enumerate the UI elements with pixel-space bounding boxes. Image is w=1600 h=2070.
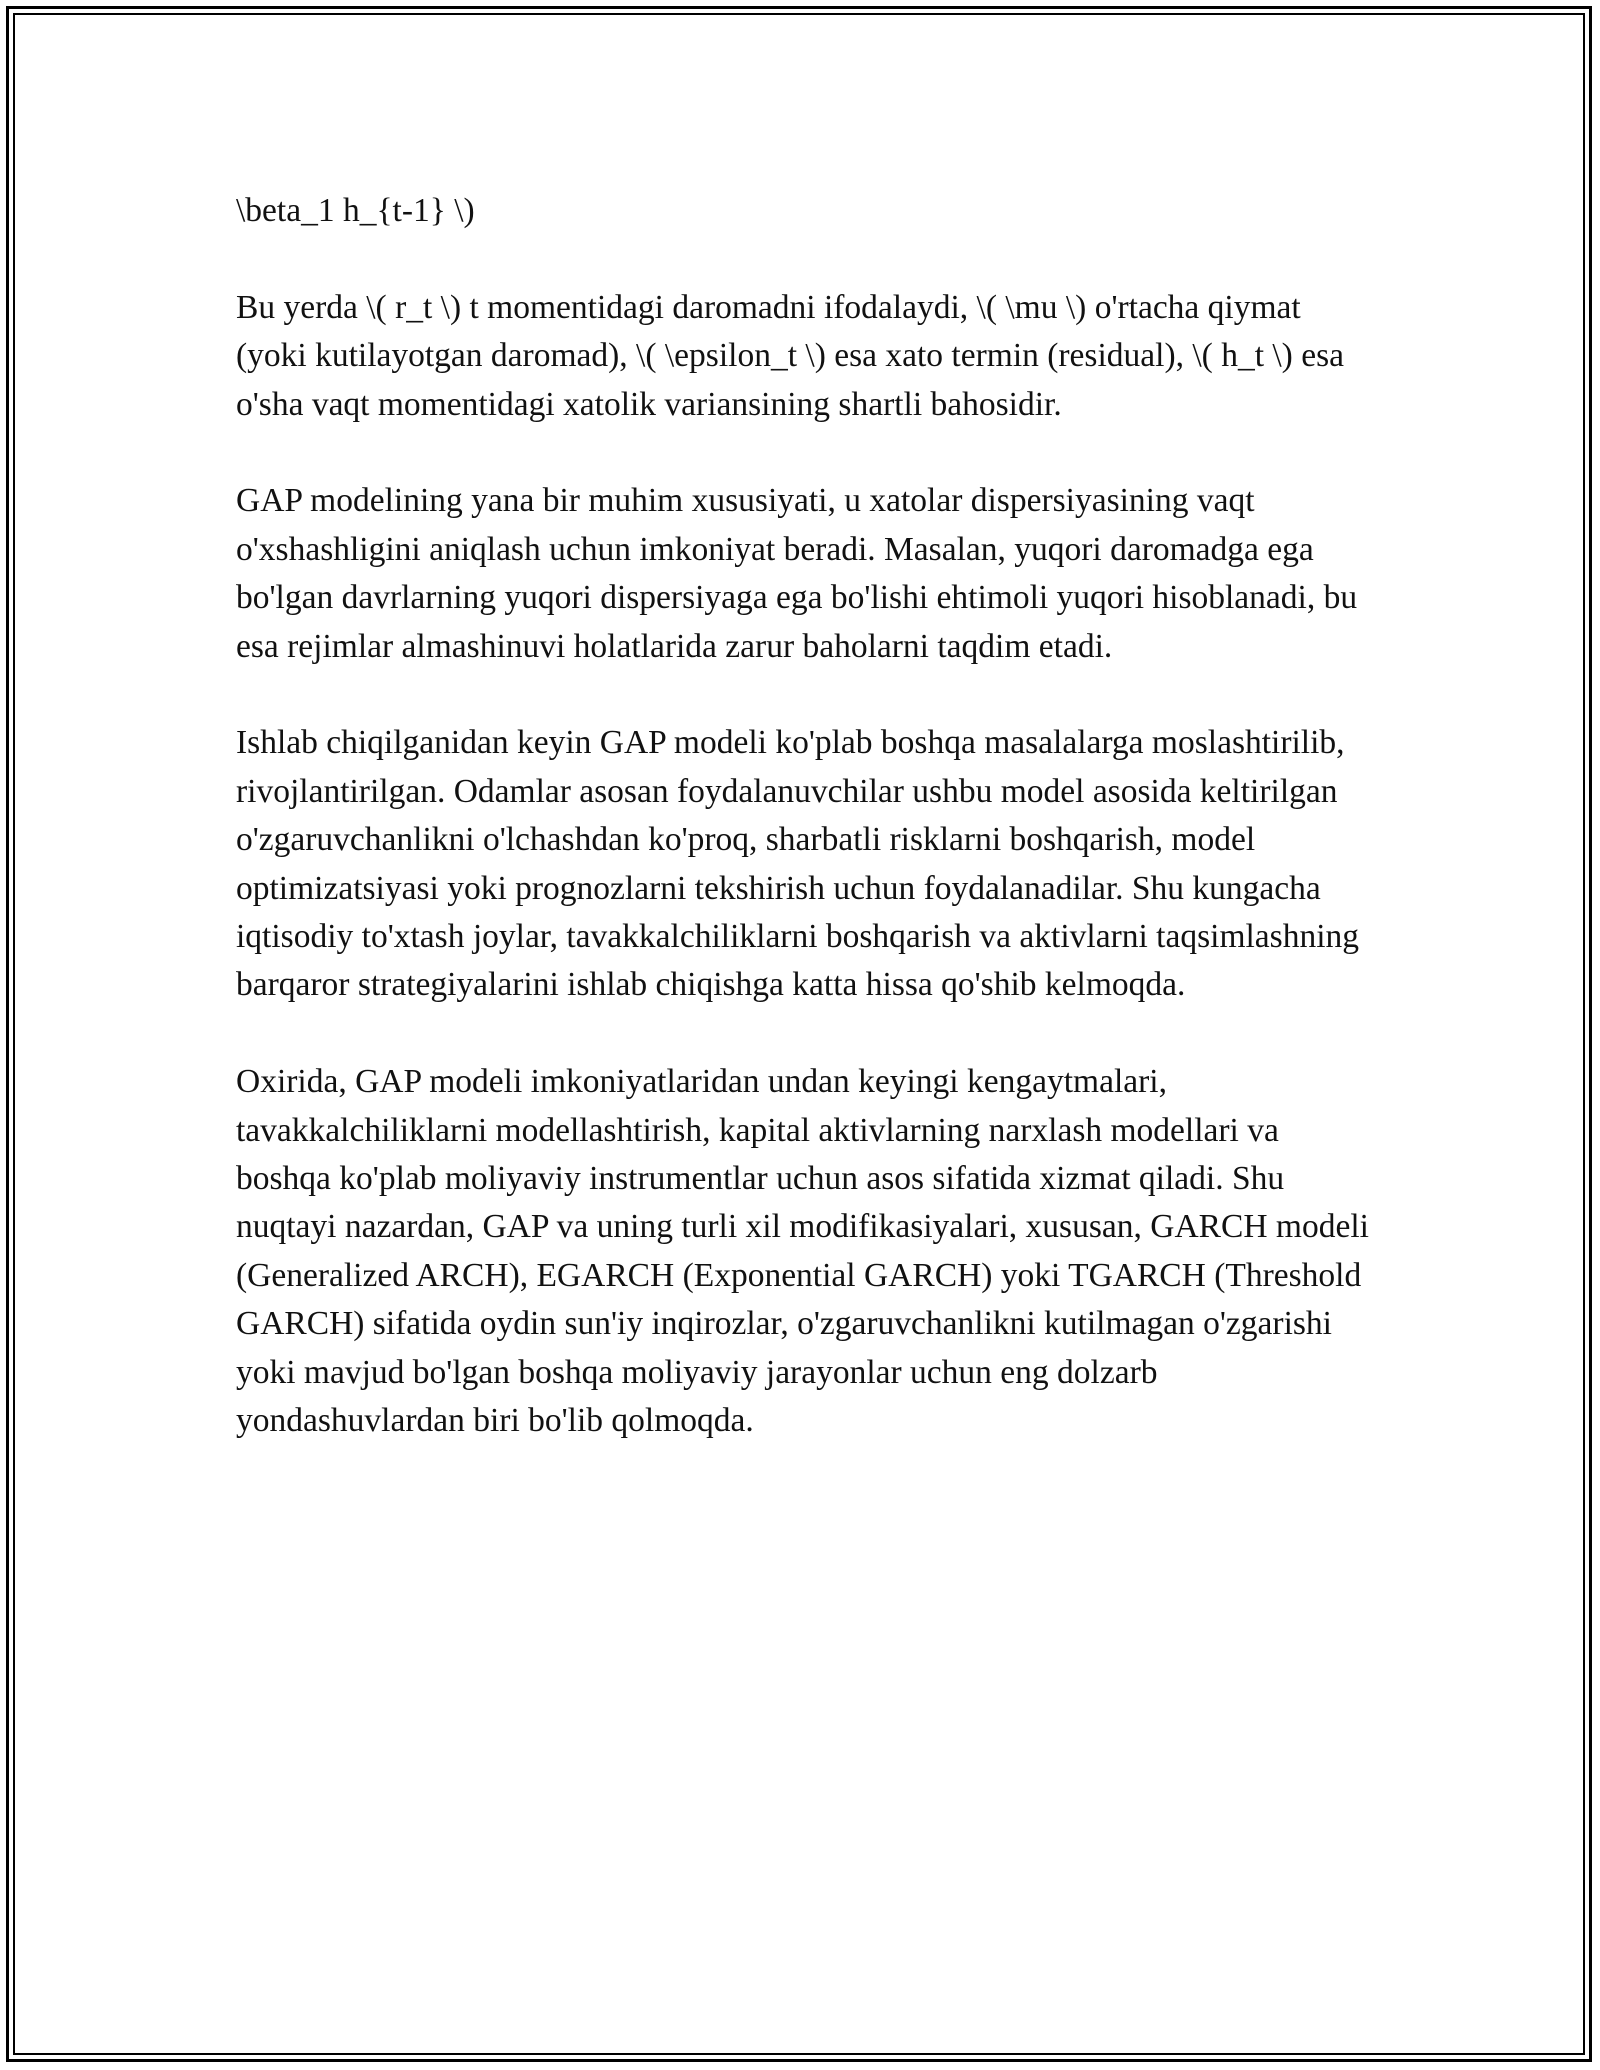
paragraph-model-development: Ishlab chiqilganidan keyin GAP modeli ko'plab boshqa masalalarga moslashtirilib, rivojlantirilgan. Odamlar asosan foydalanuvchilar ushbu model asosida keltirilgan o'zgaruvchanlikni o'lchashdan ko'proq, sharbatli risklarni boshqarish, model optimizatsiyasi yoki prognozlarni tekshirish uchun foydalanadilar. Shu kungacha iqtisodiy to'xtash joylar, tavakkalchiliklarni boshqarish va aktivlarni taqsimlashning barqaror strategiyalarini ishlab chiqishga katta hissa qo'shib kelmoqda. <box>236 724 1360 1004</box>
paragraph-formula-tail: \beta_1 h_{t-1} \) <box>236 192 475 229</box>
paragraph-variable-definitions: Bu yerda \( r_t \) t momentidagi daromadni ifodalaydi, \( \mu \) o'rtacha qiymat (yoki kutilayotgan daromad), \( \epsilon_t \) esa xato termin (residual), \( h_t \) esa o'sha vaqt momentidagi xatolik variansining shartli bahosidir. <box>236 288 1344 423</box>
paragraph-model-property: GAP modelining yana bir muhim xususiyati, u xatolar dispersiyasining vaqt o'xshashligini aniqlash uchun imkoniyat beradi. Masalan, yuqori daromadga ega bo'lgan davrlarning yuqori dispersiyaga ega bo'lishi ehtimoli yuqori hisoblanadi, bu esa rejimlar almashinuvi holatlarida zarur baholarni taqdim etadi. <box>236 482 1358 665</box>
document-body <box>236 187 1371 1494</box>
paragraph-conclusion: Oxirida, GAP modeli imkoniyatlaridan undan keyingi kengaytmalari, tavakkalchiliklarni modellashtirish, kapital aktivlarning narxlash modellari va boshqa ko'plab moliyaviy instrumentlar uchun asos sifatida xizmat qiladi. Shu nuqtayi nazardan, GAP va uning turli xil modifikasiyalari, xususan, GARCH modeli (Generalized ARCH), EGARCH (Exponential GARCH) yoki TGARCH (Threshold GARCH) sifatida oydin sun'iy inqirozlar, o'zgaruvchanlikni kutilmagan o'zgarishi yoki mavjud bo'lgan boshqa moliyaviy jarayonlar uchun eng dolzarb yondashuvlardan biri bo'lib qolmoqda. <box>236 1063 1369 1440</box>
